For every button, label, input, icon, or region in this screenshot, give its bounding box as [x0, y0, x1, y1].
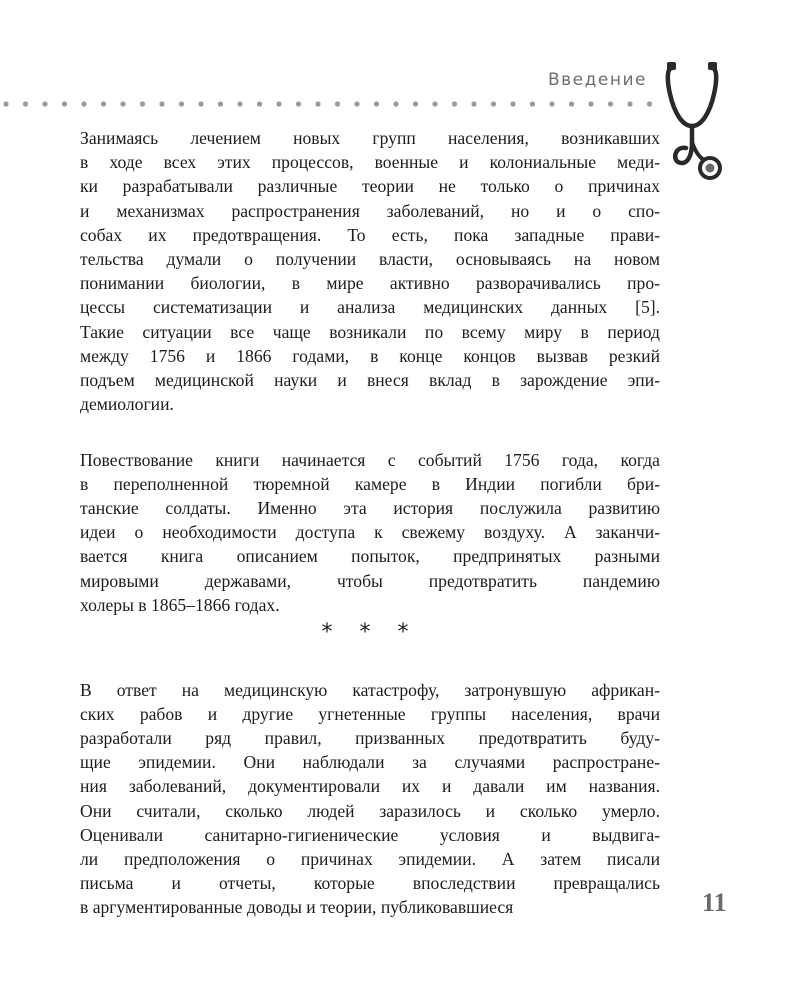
text-line: в ходе всех этих процессов, военные и колониальные меди-	[80, 152, 660, 173]
text-line: идеи о необходимости доступа к свежему воздуху. А заканчи-	[80, 522, 660, 543]
text-line: тельства думали о получении власти, основываясь на новом	[80, 249, 660, 270]
text-line: в аргументированные доводы и теории, публиковавшиеся	[80, 897, 514, 918]
rule-dot	[159, 101, 164, 106]
text-line: ских рабов и другие угнетенные группы населения, врачи	[80, 703, 660, 724]
text-line: демиологии.	[80, 394, 174, 415]
rule-dot	[23, 101, 28, 106]
rule-dot	[374, 101, 379, 106]
rule-dot	[140, 101, 145, 106]
text-line: письма и отчеты, которые впоследствии превращались	[80, 873, 660, 894]
rule-dot	[296, 101, 301, 106]
rule-dot	[471, 101, 476, 106]
text-line: Оценивали санитарно-гигиенические условия и выдвига-	[80, 824, 660, 845]
text-line: щие эпидемии. Они наблюдали за случаями распростране-	[80, 752, 660, 773]
rule-dot	[413, 101, 418, 106]
rule-dot	[569, 101, 574, 106]
text-line: разработали ряд правил, призванных предотвратить буду-	[80, 728, 660, 748]
text-line: холеры в 1865–1866 годах.	[80, 594, 280, 615]
rule-dot	[179, 101, 184, 106]
rule-dot	[198, 101, 203, 106]
text-line: ния заболеваний, документировали их и давали им названия.	[80, 776, 660, 797]
rule-dot	[218, 101, 223, 106]
rule-dot	[510, 101, 515, 106]
rule-dot	[647, 101, 652, 106]
rule-dot	[3, 101, 8, 106]
text-line: В ответ на медицинскую катастрофу, затронувшую африкан-	[80, 679, 660, 700]
text-line: понимании биологии, в мире активно разворачивались про-	[80, 273, 660, 294]
stethoscope-icon	[664, 54, 726, 182]
text-line: подъем медицинской науки и внеся вклад в зарождение эпи-	[80, 370, 660, 391]
rule-dot	[120, 101, 125, 106]
rule-dot	[432, 101, 437, 106]
rule-dot	[335, 101, 340, 106]
rule-dot	[237, 101, 242, 106]
text-line: Занимаясь лечением новых групп населения, возникавших	[80, 128, 660, 148]
rule-dot	[627, 101, 632, 106]
text-line: в переполненной тюремной камере в Индии погибли бри-	[80, 473, 660, 494]
page-number: 11	[702, 888, 727, 917]
rule-dot	[101, 101, 106, 106]
rule-dot	[81, 101, 86, 106]
text-line: Они считали, сколько людей заразилось и сколько умерло.	[80, 800, 660, 821]
text-line: танские солдаты. Именно эта история послужила развитию	[80, 498, 660, 518]
rule-dot	[393, 101, 398, 106]
rule-dot	[452, 101, 457, 106]
section-separator: * * *	[321, 620, 419, 645]
text-line: цессы систематизации и анализа медицинских данных [5].	[80, 297, 660, 318]
rule-dot	[257, 101, 262, 106]
rule-dot	[608, 101, 613, 106]
paragraph-3	[80, 660, 660, 937]
rule-dot	[549, 101, 554, 106]
text-line: и механизмах распространения заболеваний, но и о спо-	[80, 200, 660, 221]
section-title: Введение	[548, 70, 647, 90]
rule-dot	[62, 101, 67, 106]
text-line: вается книга описанием попыток, предпринятых разными	[80, 546, 660, 567]
rule-dot	[42, 101, 47, 106]
paragraph-2	[80, 430, 660, 635]
text-line: ли предположения о причинах эпидемии. А затем писали	[80, 849, 660, 870]
text-line: Такие ситуации все чаще возникали по всему миру в период	[80, 321, 660, 342]
text-line: собах их предотвращения. То есть, пока западные прави-	[80, 224, 660, 245]
rule-dot	[276, 101, 281, 106]
rule-dot	[530, 101, 535, 106]
rule-dot	[315, 101, 320, 106]
rule-dot	[491, 101, 496, 106]
text-line: ки разрабатывали различные теории не только о причинах	[80, 176, 660, 197]
paragraph-1	[80, 126, 660, 416]
text-line: мировыми державами, чтобы предотвратить пандемию	[80, 570, 660, 591]
text-line: Повествование книги начинается с событий 1756 года, когда	[80, 449, 660, 470]
dotted-rule	[0, 100, 660, 108]
rule-dot	[588, 101, 593, 106]
rule-dot	[354, 101, 359, 106]
text-line: между 1756 и 1866 годами, в конце концов вызвав резкий	[80, 345, 660, 366]
